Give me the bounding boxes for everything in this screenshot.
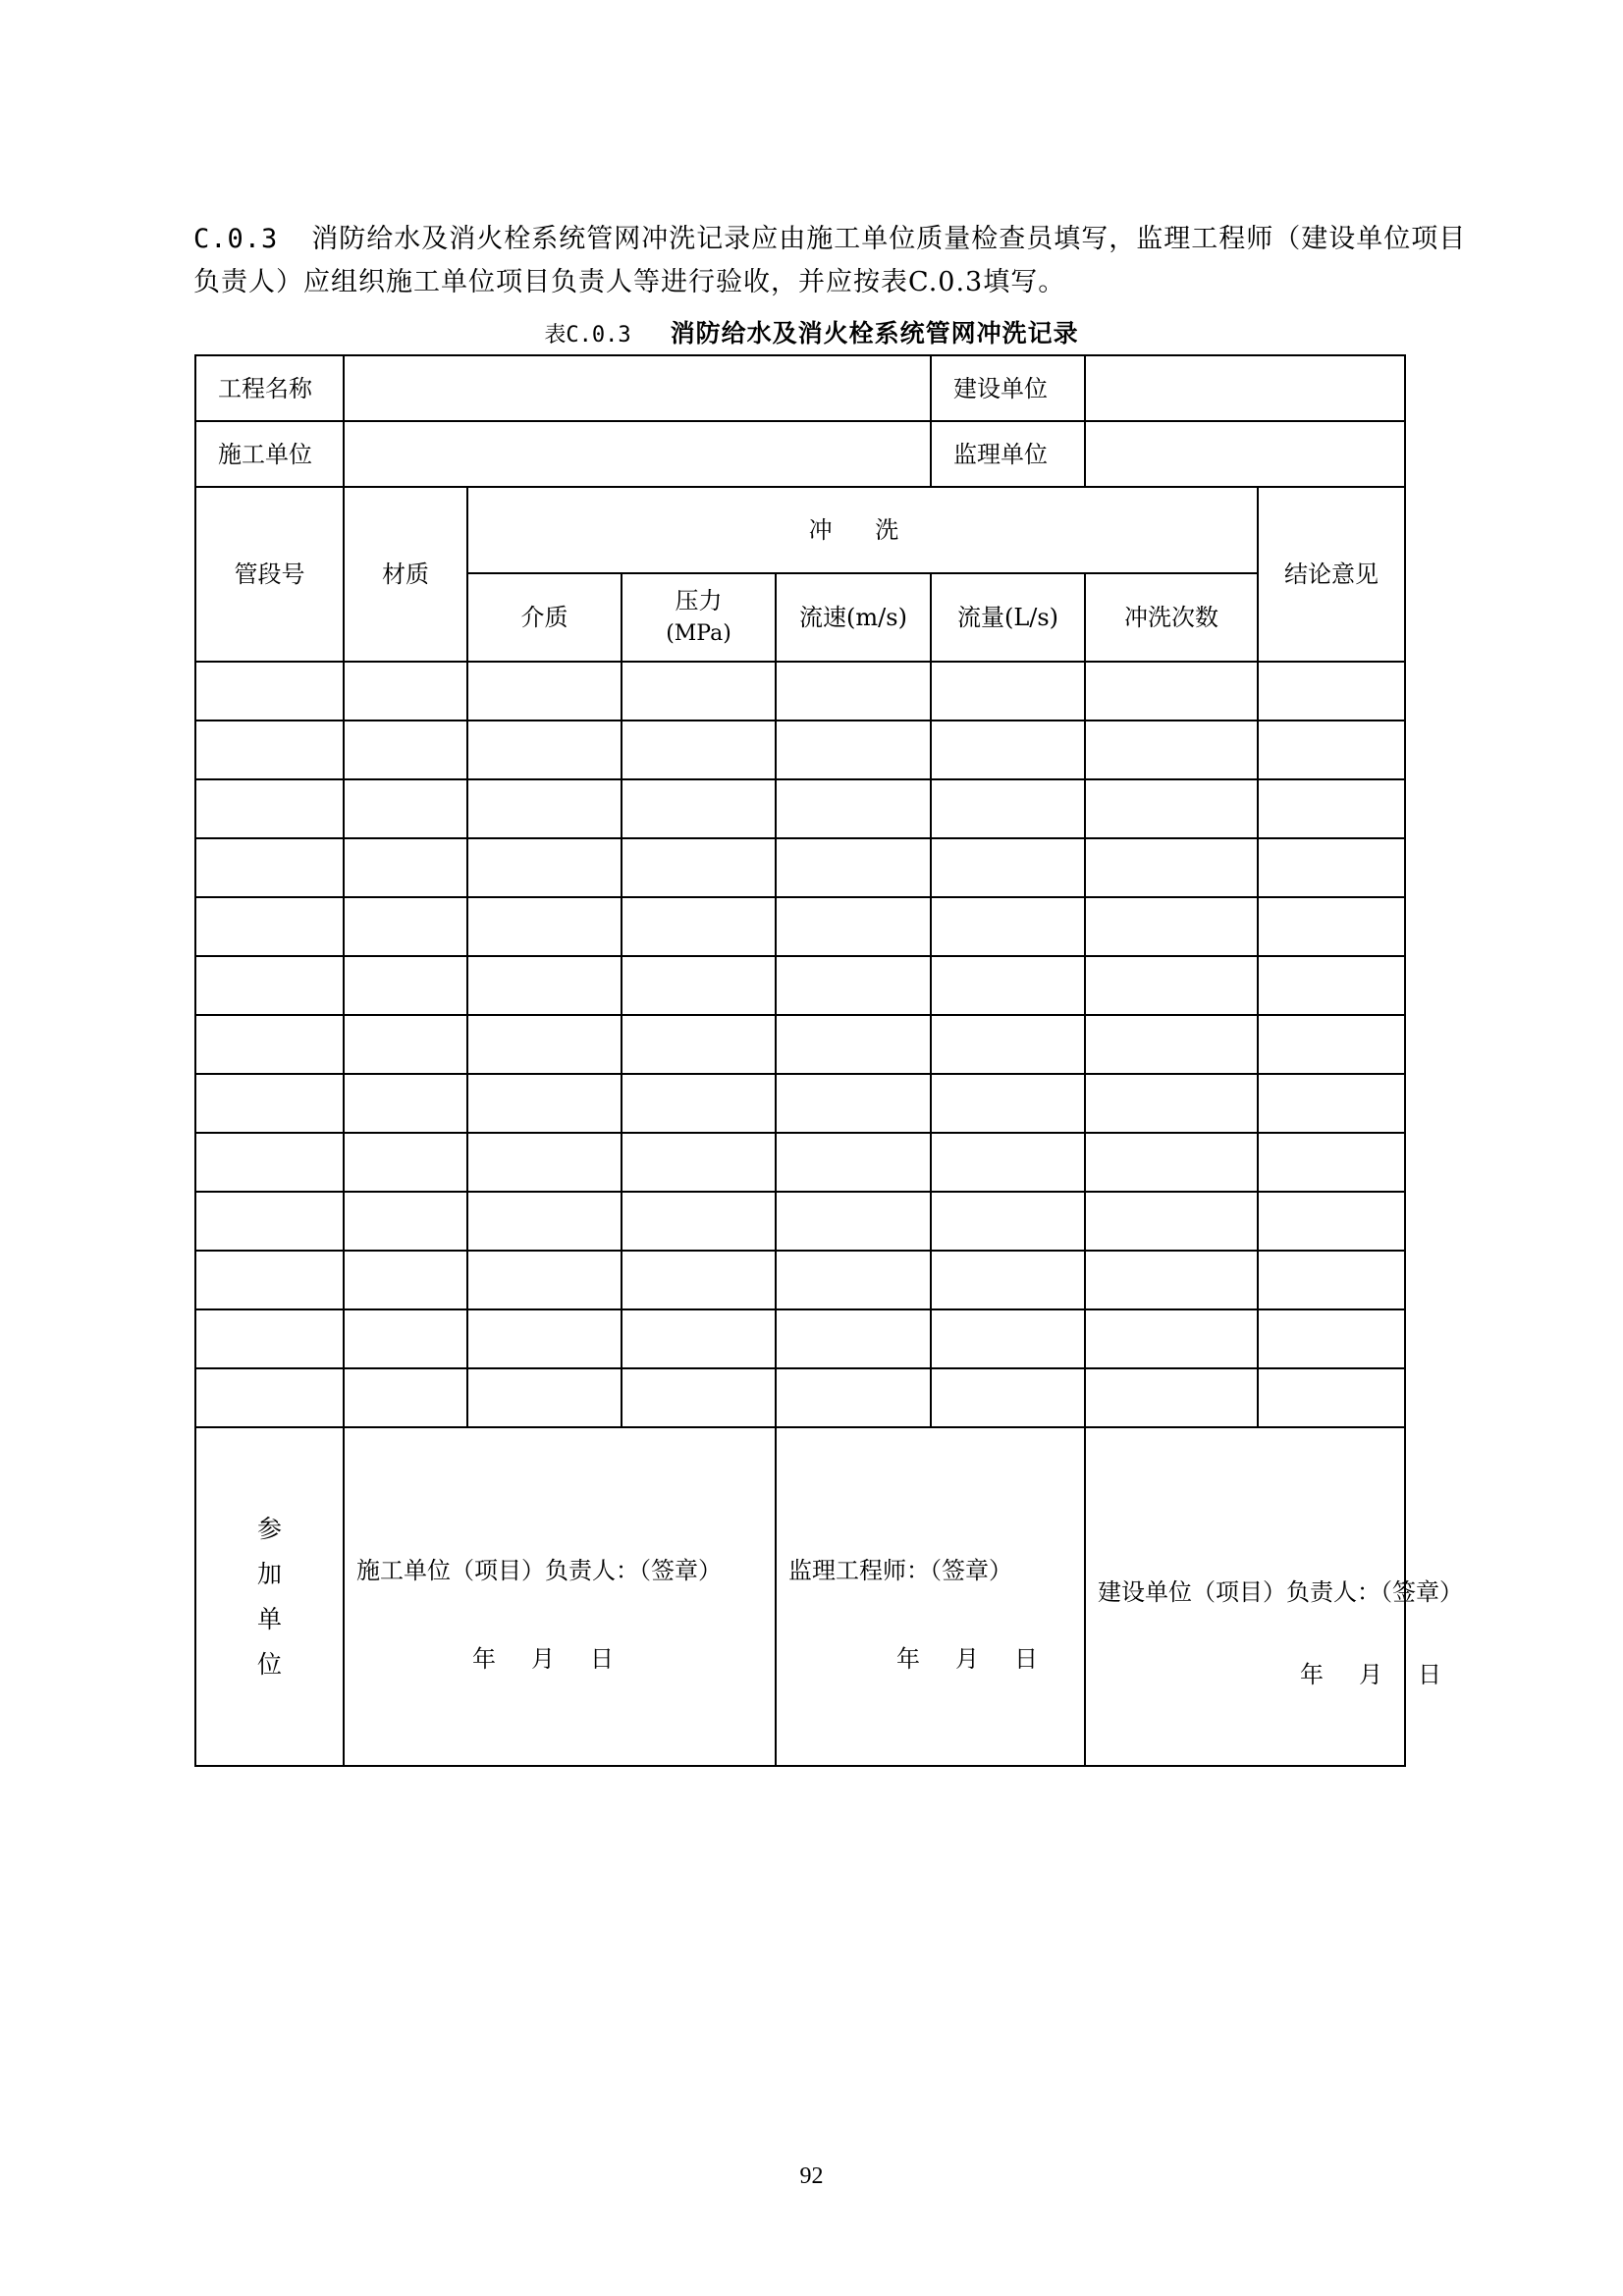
construction-signature-cell[interactable] <box>344 1427 776 1766</box>
table-cell[interactable] <box>1258 1015 1405 1074</box>
table-cell[interactable] <box>344 779 467 838</box>
table-cell[interactable] <box>467 721 622 779</box>
construction-signature-date: 年 月 日 <box>472 1645 614 1673</box>
participants-char: 单 <box>256 1604 282 1633</box>
flushing-header: 冲 洗 <box>467 487 1258 573</box>
table-cell[interactable] <box>1258 1074 1405 1133</box>
table-cell[interactable] <box>622 1015 776 1074</box>
table-cell[interactable] <box>931 779 1085 838</box>
table-cell[interactable] <box>1258 662 1405 721</box>
table-cell[interactable] <box>1258 1251 1405 1309</box>
section-number: C.0.3 <box>193 224 279 254</box>
flush-count-header: 冲洗次数 <box>1085 573 1258 662</box>
table-cell[interactable] <box>1085 1309 1258 1368</box>
owner-signature-date: 年 月 日 <box>1300 1661 1441 1688</box>
table-cell[interactable] <box>622 1074 776 1133</box>
signature-row <box>195 1427 1405 1766</box>
table-cell[interactable] <box>931 1015 1085 1074</box>
table-cell[interactable] <box>622 721 776 779</box>
table-cell[interactable] <box>931 956 1085 1015</box>
table-cell[interactable] <box>344 1368 467 1427</box>
table-cell[interactable] <box>622 1133 776 1192</box>
table-number: 表C.0.3 <box>544 323 631 347</box>
owner-unit-value[interactable] <box>1085 355 1405 421</box>
construction-signature-label: 施工单位（项目）负责人：（签章） <box>356 1557 722 1584</box>
participants-char: 加 <box>256 1559 282 1588</box>
table-cell[interactable] <box>195 721 344 779</box>
data-rows <box>195 662 1405 1427</box>
table-cell[interactable] <box>1085 1368 1258 1427</box>
table-cell[interactable] <box>776 662 931 721</box>
table-cell[interactable] <box>776 721 931 779</box>
table-cell[interactable] <box>344 1192 467 1251</box>
table-row <box>195 1192 1405 1251</box>
table-cell[interactable] <box>931 1309 1085 1368</box>
table-cell[interactable] <box>931 662 1085 721</box>
table-row <box>195 956 1405 1015</box>
table-cell[interactable] <box>776 1309 931 1368</box>
table-cell[interactable] <box>1085 838 1258 897</box>
owner-signature-cell[interactable] <box>1085 1427 1463 1766</box>
supervision-signature-label: 监理工程师：（签章） <box>788 1557 1012 1584</box>
table-row <box>195 838 1405 897</box>
table-cell[interactable] <box>344 1309 467 1368</box>
table-cell[interactable] <box>344 662 467 721</box>
table-cell[interactable] <box>1258 1368 1405 1427</box>
table-cell[interactable] <box>1258 1309 1405 1368</box>
table-cell[interactable] <box>344 1074 467 1133</box>
table-cell[interactable] <box>467 956 622 1015</box>
supervision-unit-label: 监理单位 <box>931 421 1085 487</box>
table-cell[interactable] <box>931 1074 1085 1133</box>
table-cell[interactable] <box>1258 838 1405 897</box>
table-cell[interactable] <box>1085 662 1258 721</box>
table-row <box>195 779 1405 838</box>
conclusion-header: 结论意见 <box>1258 487 1405 662</box>
table-cell[interactable] <box>467 1074 622 1133</box>
table-cell[interactable] <box>467 1133 622 1192</box>
table-cell[interactable] <box>931 1368 1085 1427</box>
table-cell[interactable] <box>622 779 776 838</box>
table-cell[interactable] <box>467 1251 622 1309</box>
table-cell[interactable] <box>344 1015 467 1074</box>
project-name-label: 工程名称 <box>195 355 344 421</box>
table-cell[interactable] <box>344 1251 467 1309</box>
table-cell[interactable] <box>622 956 776 1015</box>
table-cell[interactable] <box>195 779 344 838</box>
table-cell[interactable] <box>467 1368 622 1427</box>
paragraph-text: 消防给水及消火栓系统管网冲洗记录应由施工单位质量检查员填写，监理工程师（建设单位项目负责人）应组织施工单位项目负责人等进行验收，并应按表C.0.3填写。 <box>193 224 1467 297</box>
table-cell[interactable] <box>1085 1015 1258 1074</box>
table-cell[interactable] <box>1085 897 1258 956</box>
pressure-header <box>622 573 776 662</box>
table-cell[interactable] <box>344 897 467 956</box>
table-cell[interactable] <box>1258 956 1405 1015</box>
table-cell[interactable] <box>1085 956 1258 1015</box>
table-cell[interactable] <box>195 1192 344 1251</box>
table-cell[interactable] <box>776 779 931 838</box>
table-cell[interactable] <box>1258 897 1405 956</box>
table-cell[interactable] <box>931 1251 1085 1309</box>
table-caption <box>0 316 1623 353</box>
header-row-1 <box>195 487 1405 573</box>
table-cell[interactable] <box>931 721 1085 779</box>
supervision-unit-value[interactable] <box>1085 421 1405 487</box>
table-cell[interactable] <box>776 1015 931 1074</box>
participants-char: 位 <box>256 1649 282 1679</box>
construction-unit-label: 施工单位 <box>195 421 344 487</box>
table-cell[interactable] <box>1258 779 1405 838</box>
table-cell[interactable] <box>344 956 467 1015</box>
pipe-section-header: 管段号 <box>195 487 344 662</box>
table-cell[interactable] <box>467 838 622 897</box>
table-cell[interactable] <box>1085 1074 1258 1133</box>
table-cell[interactable] <box>467 662 622 721</box>
table-cell[interactable] <box>622 1368 776 1427</box>
medium-header: 介质 <box>467 573 622 662</box>
table-row <box>195 897 1405 956</box>
table-cell[interactable] <box>776 1133 931 1192</box>
supervision-signature-cell[interactable] <box>776 1427 1085 1766</box>
table-cell[interactable] <box>1085 721 1258 779</box>
table-cell[interactable] <box>776 897 931 956</box>
table-row <box>195 1074 1405 1133</box>
table-title: 消防给水及消火栓系统管网冲洗记录 <box>670 319 1079 347</box>
table-cell[interactable] <box>622 897 776 956</box>
table-cell[interactable] <box>622 1251 776 1309</box>
table-cell[interactable] <box>195 956 344 1015</box>
table-cell[interactable] <box>776 956 931 1015</box>
table-row <box>195 721 1405 779</box>
table-cell[interactable] <box>931 1192 1085 1251</box>
table-cell[interactable] <box>1085 779 1258 838</box>
table-row <box>195 1368 1405 1427</box>
table-cell[interactable] <box>1258 1192 1405 1251</box>
table-cell[interactable] <box>467 1192 622 1251</box>
intro-paragraph <box>193 218 1489 304</box>
table-cell[interactable] <box>195 1251 344 1309</box>
table-cell[interactable] <box>622 838 776 897</box>
table-cell[interactable] <box>195 838 344 897</box>
table-cell[interactable] <box>622 1309 776 1368</box>
table-cell[interactable] <box>467 1309 622 1368</box>
table-cell[interactable] <box>1085 1133 1258 1192</box>
table-cell[interactable] <box>344 721 467 779</box>
table-row <box>195 1015 1405 1074</box>
table-cell[interactable] <box>195 662 344 721</box>
table-cell[interactable] <box>467 897 622 956</box>
table-cell[interactable] <box>467 1015 622 1074</box>
velocity-header: 流速(m/s) <box>776 573 931 662</box>
table-cell[interactable] <box>776 838 931 897</box>
pressure-label: 压力 <box>675 587 723 614</box>
participants-label <box>195 1427 344 1766</box>
table-row <box>195 1309 1405 1368</box>
unit-row <box>195 421 1405 487</box>
table-cell[interactable] <box>1085 1251 1258 1309</box>
table-cell[interactable] <box>622 662 776 721</box>
table-cell[interactable] <box>931 838 1085 897</box>
table-cell[interactable] <box>776 1074 931 1133</box>
owner-signature-label: 建设单位（项目）负责人：（签章） <box>1098 1578 1463 1606</box>
table-cell[interactable] <box>622 1192 776 1251</box>
table-cell[interactable] <box>195 1133 344 1192</box>
table-cell[interactable] <box>776 1368 931 1427</box>
table-cell[interactable] <box>1085 1192 1258 1251</box>
project-name-value[interactable] <box>344 355 931 421</box>
table-cell[interactable] <box>195 897 344 956</box>
table-row <box>195 1251 1405 1309</box>
flushing-record-table <box>194 354 1463 1767</box>
table-cell[interactable] <box>467 779 622 838</box>
flow-header: 流量(L/s) <box>931 573 1085 662</box>
material-header: 材质 <box>344 487 467 662</box>
table-cell[interactable] <box>776 1251 931 1309</box>
table-cell[interactable] <box>931 897 1085 956</box>
table-cell[interactable] <box>344 838 467 897</box>
table-cell[interactable] <box>195 1368 344 1427</box>
owner-unit-label: 建设单位 <box>931 355 1085 421</box>
table-cell[interactable] <box>776 1192 931 1251</box>
table-cell[interactable] <box>195 1309 344 1368</box>
table-cell[interactable] <box>1258 721 1405 779</box>
table-cell[interactable] <box>1258 1133 1405 1192</box>
supervision-signature-date: 年 月 日 <box>896 1645 1038 1673</box>
participants-char: 参 <box>256 1514 282 1543</box>
table-row <box>195 662 1405 721</box>
construction-unit-value[interactable] <box>344 421 931 487</box>
project-row <box>195 355 1405 421</box>
table-cell[interactable] <box>195 1074 344 1133</box>
table-row <box>195 1133 1405 1192</box>
pressure-unit: (MPa) <box>666 621 731 646</box>
table-cell[interactable] <box>195 1015 344 1074</box>
table-cell[interactable] <box>344 1133 467 1192</box>
page-number: 92 <box>799 2163 824 2189</box>
table-cell[interactable] <box>931 1133 1085 1192</box>
